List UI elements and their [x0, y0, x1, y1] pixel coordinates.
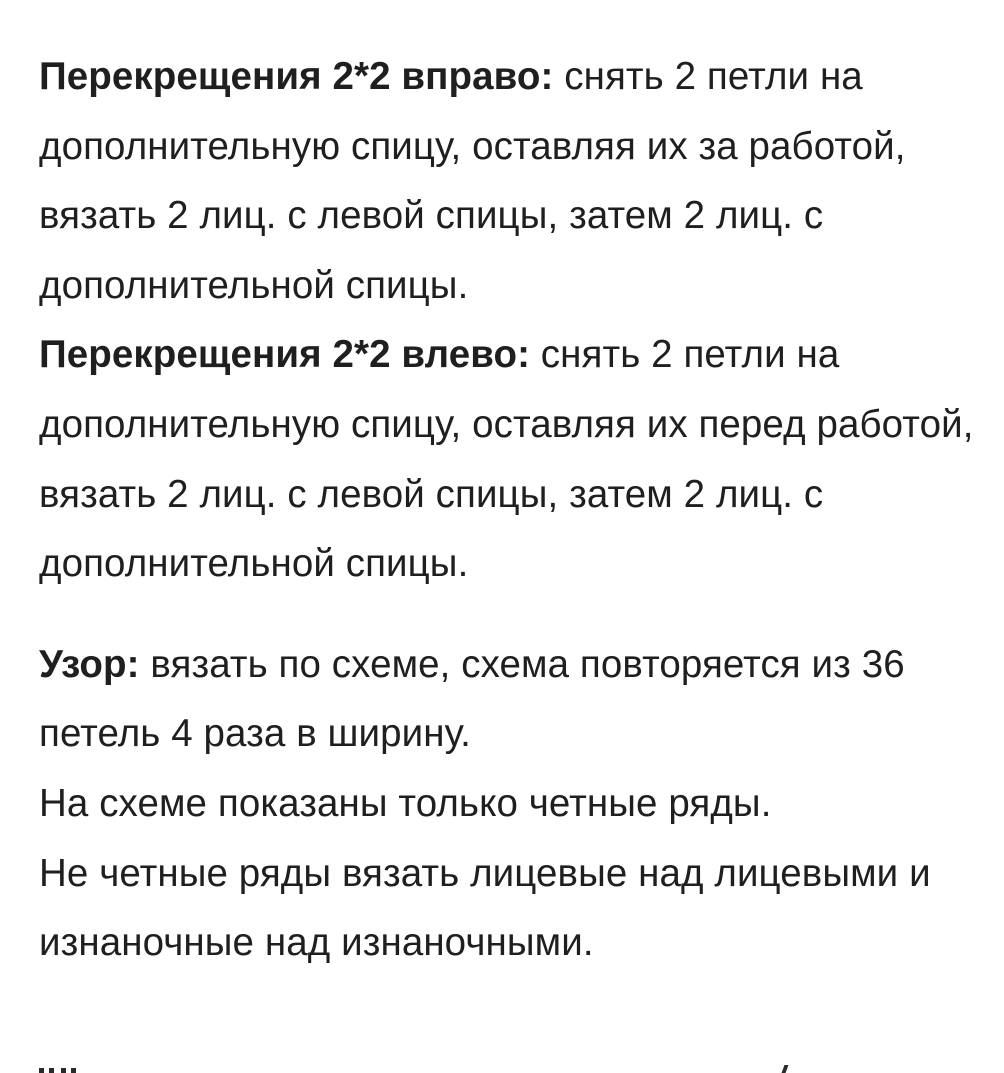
- cross-right-term: Перекрещения 2*2 вправо:: [39, 55, 554, 98]
- cross-left-paragraph: [39, 320, 989, 598]
- cut-off-next-line: [39, 1062, 989, 1073]
- pattern-term: Узор:: [39, 642, 140, 686]
- instruction-text: [39, 42, 989, 978]
- pattern-description: вязать по схеме, схема повторяется из 36 петель 4 раза в ширину.: [39, 642, 905, 756]
- pattern-paragraph: [39, 630, 989, 769]
- odd-rows-text: Не четные ряды вязать лицевые над лицевыми и изнаночные над изнаночными.: [39, 851, 931, 965]
- cross-left-description: снять 2 петли на дополнительную спицу, оставляя их перед работой, вязать 2 лиц. с левой спицы, затем 2 лиц. с дополнительной спицы.: [39, 333, 974, 586]
- even-rows-text: На схеме показаны только четные ряды.: [39, 781, 772, 825]
- odd-rows-note: [39, 839, 989, 978]
- even-rows-note: [39, 769, 989, 839]
- cross-left-term: Перекрещения 2*2 влево:: [39, 333, 531, 377]
- cross-right-paragraph: [39, 42, 989, 320]
- cross-right-description: снять 2 петли на дополнительную спицу, оставляя их за работой, вязать 2 лиц. с левой спицы, затем 2 лиц. с дополнительной спицы.: [39, 55, 906, 307]
